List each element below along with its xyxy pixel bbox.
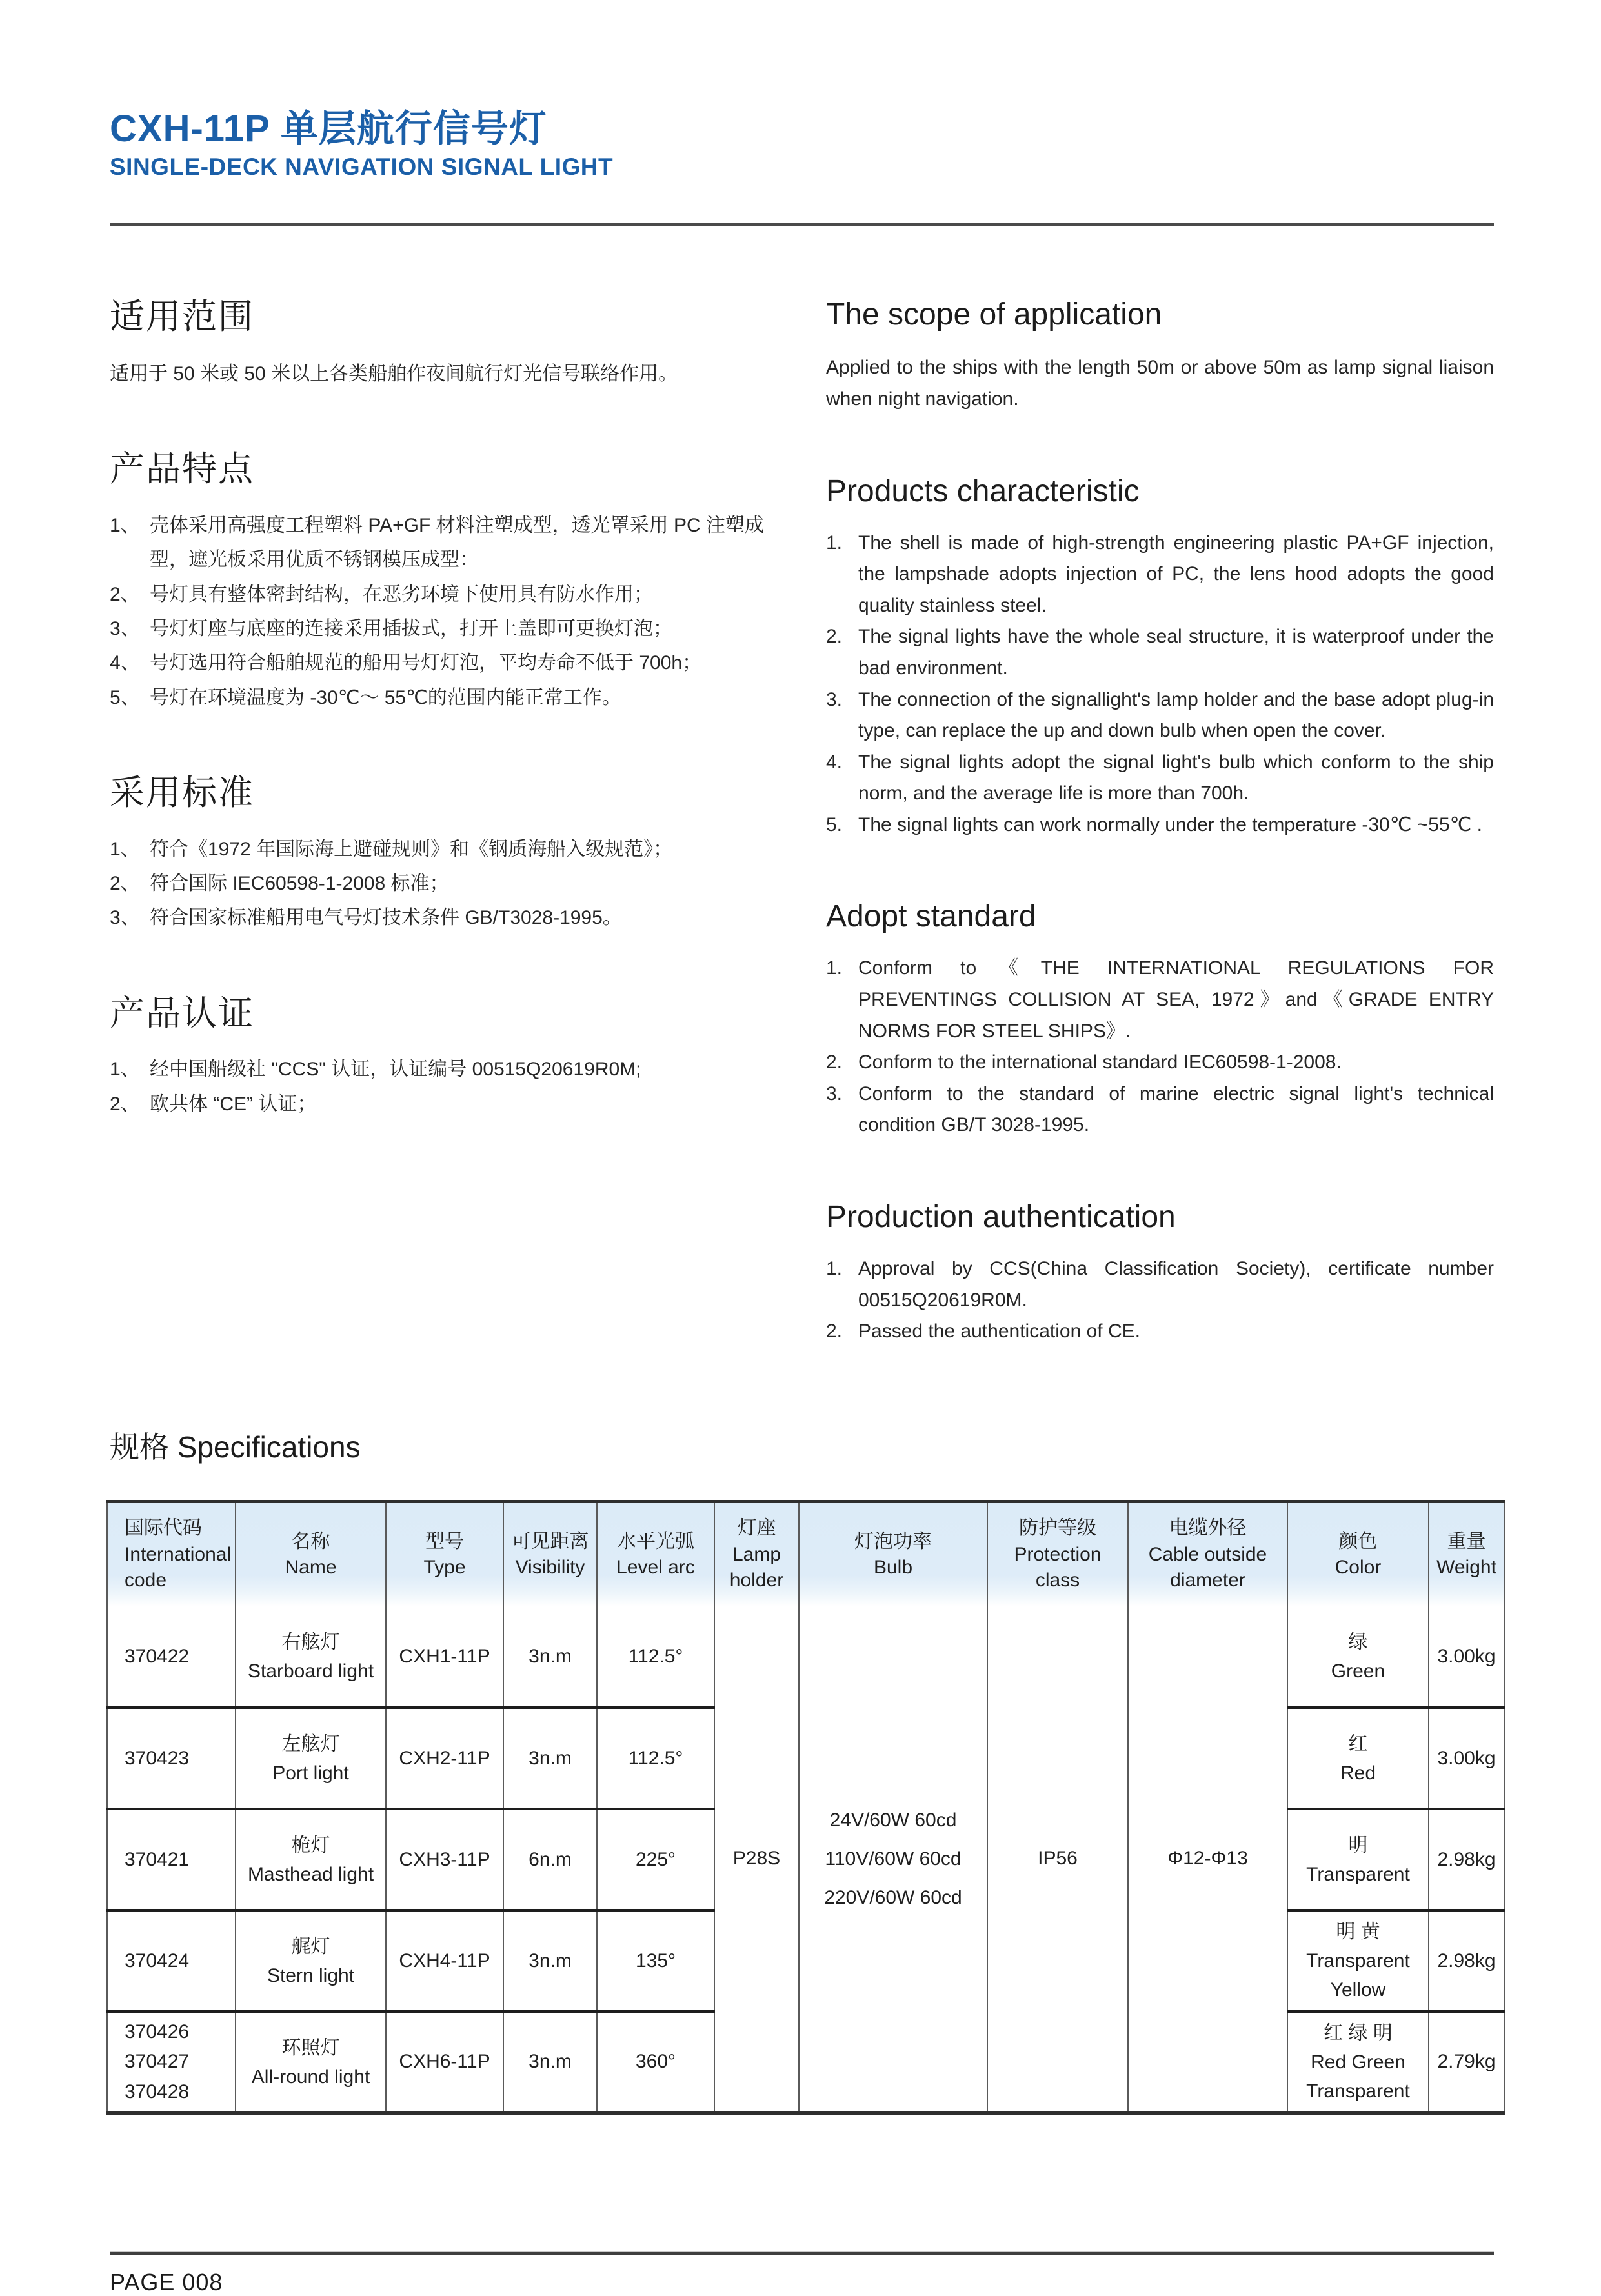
list-item	[110, 646, 794, 680]
header-label-en: Visibility	[515, 1557, 585, 1579]
color-zh: 明	[1348, 1834, 1368, 1856]
cell-color	[1287, 1708, 1429, 1809]
list-item	[826, 621, 1494, 684]
cell-bulb	[799, 1606, 987, 2113]
cell-cable-diameter: Φ12-Φ13	[1128, 1606, 1287, 2113]
item-number: 5、	[110, 686, 140, 708]
item-number: 1.	[826, 532, 843, 554]
item-number: 4、	[110, 652, 140, 674]
item-number: 1、	[110, 514, 140, 536]
cell-type: CXH2-11P	[386, 1708, 503, 1809]
item-number: 4.	[826, 751, 843, 773]
column-header-international-code	[107, 1501, 236, 1606]
code-value: 370427	[125, 2051, 190, 2073]
header-label-zh: 灯泡功率	[854, 1530, 932, 1552]
cell-name	[236, 2011, 386, 2113]
cell-visibility: 6n.m	[503, 1809, 597, 1910]
cell-level-arc: 112.5°	[597, 1606, 714, 1708]
header-label-en: Lamp holder	[729, 1543, 784, 1592]
header-label-en: Type	[423, 1557, 466, 1579]
code-value: 370428	[125, 2081, 190, 2102]
section-heading-standards-en: Adopt standard	[826, 899, 1036, 934]
item-number: 2.	[826, 626, 843, 648]
header-label-zh: 电缆外径	[1169, 1517, 1247, 1539]
name-en: All-round light	[251, 2066, 370, 2088]
color-en: Green	[1331, 1660, 1385, 1682]
header-label-zh: 型号	[425, 1530, 464, 1552]
list-item	[826, 1253, 1494, 1316]
code-value: 370423	[125, 1747, 190, 1769]
specifications-table	[106, 1500, 1505, 2115]
features-list-en	[826, 528, 1494, 841]
header-label-en: Color	[1334, 1557, 1382, 1579]
column-header-protection-class	[987, 1501, 1128, 1606]
column-header-name	[236, 1501, 386, 1606]
column-header-visibility	[503, 1501, 597, 1606]
list-item	[110, 577, 794, 612]
name-zh: 艉灯	[291, 1935, 330, 1957]
column-header-weight	[1429, 1501, 1504, 1606]
cell-visibility: 3n.m	[503, 1708, 597, 1809]
item-text: Conform to《THE INTERNATIONAL REGULATIONS FOR PREVENTINGS COLLISION AT SEA, 1972》and《GRADE ENTRY NORMS FOR STEEL SHIPS》.	[858, 957, 1494, 1042]
cell-level-arc: 135°	[597, 1910, 714, 2011]
header-label-zh: 防护等级	[1019, 1517, 1096, 1539]
item-number: 1.	[826, 1258, 843, 1280]
list-item	[110, 832, 794, 866]
color-zh: 红 绿 明	[1324, 2022, 1393, 2044]
color-en: Transparent Yellow	[1306, 1950, 1410, 2001]
color-zh: 明 黄	[1336, 1921, 1380, 1943]
name-zh: 左舷灯	[281, 1733, 340, 1755]
cell-type: CXH1-11P	[386, 1606, 503, 1708]
list-item	[826, 953, 1494, 1047]
list-item	[826, 1079, 1494, 1141]
bulb-line: 220V/60W 60cd	[824, 1886, 962, 1908]
item-number: 3.	[826, 1083, 843, 1104]
code-value: 370421	[125, 1848, 190, 1870]
cell-international-code	[107, 1910, 236, 2011]
cell-visibility: 3n.m	[503, 1606, 597, 1708]
cell-international-code	[107, 1606, 236, 1708]
column-header-bulb	[799, 1501, 987, 1606]
page-header	[110, 108, 1494, 226]
code-value: 370422	[125, 1645, 190, 1667]
bulb-line: 24V/60W 60cd	[829, 1809, 957, 1831]
item-text: The signal lights can work normally under the temperature -30℃ ~55℃ .	[858, 814, 1483, 835]
list-item	[110, 1087, 794, 1121]
item-text: 经中国船级社 "CCS" 认证，认证编号 00515Q20619R0M;	[150, 1059, 641, 1081]
table-header-row	[107, 1501, 1504, 1606]
column-header-level-arc	[597, 1501, 714, 1606]
cell-international-code	[107, 1809, 236, 1910]
cell-name	[236, 1809, 386, 1910]
cell-type: CXH4-11P	[386, 1910, 503, 2011]
header-label-en: Name	[285, 1557, 337, 1579]
header-label-zh: 国际代码	[125, 1517, 202, 1539]
list-item	[826, 684, 1494, 747]
item-text: 壳体采用高强度工程塑料 PA+GF 材料注塑成型，透光罩采用 PC 注塑成型，遮光板采用优质不锈钢模压成型：	[150, 514, 764, 571]
features-list-zh	[110, 508, 794, 715]
section-heading-standards-zh: 采用标准	[110, 774, 254, 813]
list-item	[110, 612, 794, 646]
item-text: 号灯灯座与底座的连接采用插拔式，打开上盖即可更换灯泡；	[150, 618, 672, 640]
cell-level-arc: 225°	[597, 1809, 714, 1910]
header-label-en: Level arc	[616, 1557, 695, 1579]
header-label-zh: 颜色	[1338, 1530, 1378, 1552]
item-number: 2、	[110, 583, 140, 605]
header-label-zh: 名称	[291, 1530, 330, 1552]
item-number: 2、	[110, 1093, 140, 1115]
content-columns	[110, 226, 1494, 1347]
header-label-en: Bulb	[873, 1557, 913, 1579]
color-en: Transparent	[1306, 1863, 1410, 1885]
list-item	[110, 1052, 794, 1086]
section-heading-certification-zh: 产品认证	[110, 993, 254, 1033]
cell-lamp-holder: P28S	[714, 1606, 799, 2113]
item-text: 号灯具有整体密封结构，在恶劣环境下使用具有防水作用；	[150, 583, 653, 605]
section-heading-features-en: Products characteristic	[826, 474, 1140, 508]
item-number: 2.	[826, 1321, 843, 1343]
cell-type: CXH3-11P	[386, 1809, 503, 1910]
cell-weight: 2.79kg	[1429, 2011, 1504, 2113]
item-text: 符合国家标准船用电气号灯技术条件 GB/T3028-1995。	[150, 907, 622, 929]
certification-list-zh	[110, 1052, 794, 1121]
color-zh: 红	[1348, 1733, 1368, 1755]
item-text: Conform to the standard of marine electric signal light's technical condition GB/T 3028-1995.	[858, 1083, 1494, 1136]
table-row	[107, 1606, 1504, 1708]
color-zh: 绿	[1348, 1631, 1368, 1653]
cell-weight: 2.98kg	[1429, 1910, 1504, 2011]
item-text: 欧共体 “CE” 认证；	[150, 1093, 317, 1115]
cell-visibility: 3n.m	[503, 1910, 597, 2011]
list-item	[110, 681, 794, 715]
section-paragraph-scope-en: Applied to the ships with the length 50m or above 50m as lamp signal liaison when night navigation.	[826, 357, 1494, 410]
cell-visibility: 3n.m	[503, 2011, 597, 2113]
footer-divider	[110, 2251, 1494, 2255]
column-chinese	[110, 226, 794, 1121]
section-heading-authentication-en: Production authentication	[826, 1200, 1176, 1235]
item-number: 1、	[110, 1059, 140, 1081]
column-header-type	[386, 1501, 503, 1606]
bulb-line: 110V/60W 60cd	[825, 1848, 962, 1870]
section-heading-scope-en: The scope of application	[826, 297, 1162, 332]
list-item	[826, 528, 1494, 622]
name-en: Starboard light	[247, 1660, 374, 1682]
header-label-zh: 重量	[1447, 1530, 1486, 1552]
item-number: 1、	[110, 838, 140, 860]
cell-color	[1287, 2011, 1429, 2113]
specifications-section	[110, 1424, 1494, 2115]
name-en: Masthead light	[247, 1863, 374, 1885]
list-item	[826, 1047, 1494, 1079]
page-subtitle: SINGLE-DECK NAVIGATION SIGNAL LIGHT	[110, 153, 614, 180]
name-zh: 桅灯	[291, 1834, 330, 1856]
item-text: 符合《1972 年国际海上避碰规则》和《钢质海船入级规范》；	[150, 838, 673, 860]
item-number: 2.	[826, 1052, 843, 1073]
standards-list-en	[826, 953, 1494, 1141]
item-text: The signal lights have the whole seal structure, it is waterproof under the bad environment.	[858, 626, 1494, 679]
header-label-zh: 水平光弧	[617, 1530, 694, 1552]
cell-level-arc: 112.5°	[597, 1708, 714, 1809]
name-en: Stern light	[267, 1964, 355, 1986]
cell-protection-class: IP56	[987, 1606, 1128, 2113]
section-paragraph-scope-zh: 适用于 50 米或 50 米以上各类船舶作夜间航行灯光信号联络作用。	[110, 363, 678, 384]
item-text: Passed the authentication of CE.	[858, 1321, 1140, 1343]
column-header-color	[1287, 1501, 1429, 1606]
cell-weight: 2.98kg	[1429, 1809, 1504, 1910]
section-heading-features-zh: 产品特点	[110, 450, 254, 489]
item-number: 3.	[826, 688, 843, 710]
header-label-zh: 灯座	[737, 1517, 776, 1539]
cell-international-code	[107, 2011, 236, 2113]
page-number: PAGE 008	[110, 2268, 223, 2295]
name-en: Port light	[272, 1762, 349, 1784]
item-number: 2、	[110, 873, 140, 895]
list-item	[826, 810, 1494, 841]
cell-international-code	[107, 1708, 236, 1809]
item-text: The signal lights adopt the signal light's bulb which conform to the ship norm, and the average life is more than 700h.	[858, 751, 1494, 804]
header-label-zh: 可见距离	[511, 1530, 589, 1552]
header-label-en: Cable outside diameter	[1148, 1543, 1267, 1592]
specifications-heading: 规格 Specifications	[110, 1430, 361, 1464]
section-heading-scope-zh: 适用范围	[110, 297, 254, 337]
column-header-cable-diameter	[1128, 1501, 1287, 1606]
item-number: 5.	[826, 814, 843, 835]
item-text: Conform to the international standard IEC60598-1-2008.	[858, 1052, 1342, 1073]
cell-weight: 3.00kg	[1429, 1708, 1504, 1809]
list-item	[110, 508, 794, 577]
item-text: The shell is made of high-strength engineering plastic PA+GF injection, the lampshade adopts injection of PC, the lens hood adopts the good quality stainless steel.	[858, 532, 1494, 616]
code-value: 370426	[125, 2021, 190, 2042]
cell-name	[236, 1708, 386, 1809]
item-text: Approval by CCS(China Classification Society), certificate number 00515Q20619R0M.	[858, 1258, 1494, 1311]
header-label-en: Weight	[1436, 1557, 1496, 1579]
item-number: 3、	[110, 907, 140, 929]
page-footer	[110, 2251, 1494, 2296]
cell-color	[1287, 1809, 1429, 1910]
item-number: 3、	[110, 618, 140, 640]
code-value: 370424	[125, 1950, 190, 1972]
cell-color	[1287, 1606, 1429, 1708]
page-title: CXH-11P 单层航行信号灯	[110, 108, 547, 150]
header-label-en: International code	[125, 1543, 232, 1592]
color-en: Red Green Transparent	[1306, 2051, 1410, 2102]
standards-list-zh	[110, 832, 794, 935]
cell-type: CXH6-11P	[386, 2011, 503, 2113]
cell-weight: 3.00kg	[1429, 1606, 1504, 1708]
header-label-en: Protection class	[1014, 1543, 1102, 1592]
cell-color	[1287, 1910, 1429, 2011]
item-text: The connection of the signallight's lamp holder and the base adopt plug-in type, can replace the up and down bulb when open the cover.	[858, 688, 1494, 742]
cell-level-arc: 360°	[597, 2011, 714, 2113]
item-text: 号灯在环境温度为 -30℃～ 55℃的范围内能正常工作。	[150, 686, 621, 708]
item-text: 号灯选用符合船舶规范的船用号灯灯泡，平均寿命不低于 700h；	[150, 652, 702, 674]
column-english	[826, 226, 1494, 1347]
color-en: Red	[1340, 1762, 1376, 1784]
name-zh: 右舷灯	[281, 1631, 340, 1653]
list-item	[110, 901, 794, 935]
list-item	[826, 747, 1494, 810]
item-text: 符合国际 IEC60598-1-2008 标准；	[150, 873, 449, 895]
column-header-lamp-holder	[714, 1501, 799, 1606]
list-item	[110, 866, 794, 901]
item-number: 1.	[826, 957, 843, 979]
list-item	[826, 1316, 1494, 1348]
cell-name	[236, 1910, 386, 2011]
name-zh: 环照灯	[281, 2037, 340, 2059]
cell-name	[236, 1606, 386, 1708]
authentication-list-en	[826, 1253, 1494, 1348]
